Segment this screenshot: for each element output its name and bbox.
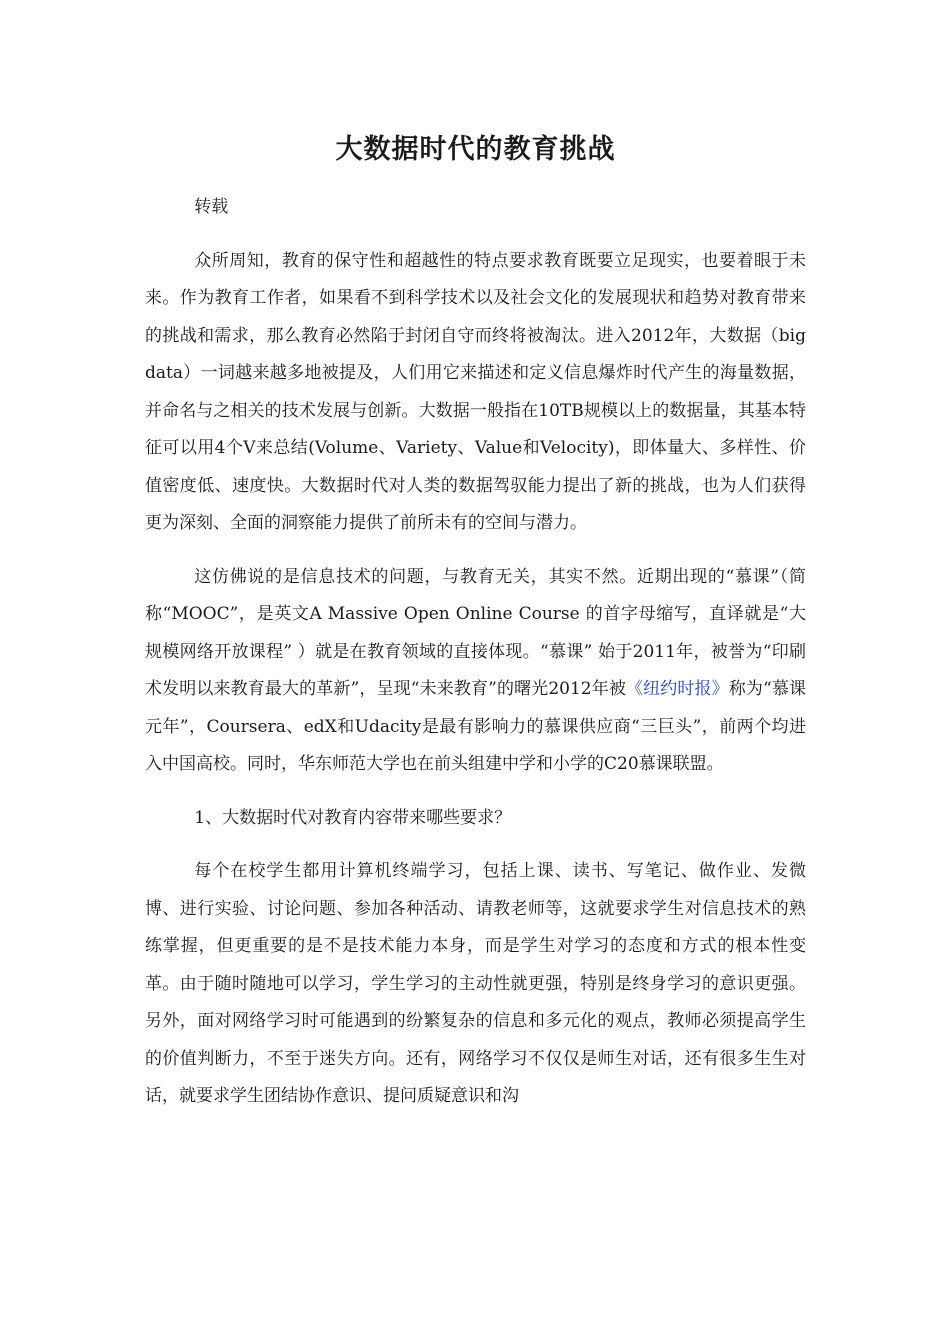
paragraph-intro: 众所周知，教育的保守性和超越性的特点要求教育既要立足现实，也要着眼于未来。作为教育工作者，如果看不到科学技术以及社会文化的发展现状和趋势对教育带来的挑战和需求，那么教育必然陷于封闭自守而终将被淘汰。进入2012年，大数据（big data）一词越来越多地被提及，人们用它来描述和定义信息爆炸时代产生的海量数据，并命名与之相关的技术发展与创新。大数据一般指在10TB规模以上的数据量，其基本特征可以用4个V来总结(Volume、Variety、Value和Velocity)，即体量大、多样性、价值密度低、速度快。大数据时代对人类的数据驾驭能力提出了新的挑战，也为人们获得更为深刻、全面的洞察能力提供了前所未有的空间与潜力。 [145,250,806,533]
nytimes-link[interactable]: 《纽约时报》 [626,679,729,699]
section-heading-1: 1、大数据时代对教育内容带来哪些要求？ [194,807,512,828]
paragraph-mooc-text-1: 这仿佛说的是信息技术的问题，与教育无关，其实不然。近期出现的“慕课”（简称“MOOC”，是英文A Massive Open Online Course 的首字母缩写，直译就是“大规模网络开放课程” ）就是在教育领域的直接体现。“慕课” 始于2011年，被誉为“印刷术发明以来教育最大的革新”，呈现“未来教育”的曙光2012年被 [145,566,806,699]
document-title: 大数据时代的教育挑战 [335,134,616,165]
source-note: 转载 [194,197,229,217]
paragraph-mooc-text-2: 称为“慕课元年”，Coursera、edX和Udacity是最有影响力的慕课供应商“三巨头”，前两个均进入中国高校。同时，华东师范大学也在前头组建中学和小学的C20慕课联盟。 [145,679,807,774]
paragraph-mooc [145,559,806,784]
paragraph-requirements: 每个在校学生都用计算机终端学习，包括上课、读书、写笔记、做作业、发微博、进行实验、讨论问题、参加各种活动、请教老师等，这就要求学生对信息技术的熟练掌握，但更重要的是不是技术能力本身，而是学生对学习的态度和方式的根本性变革。由于随时随地可以学习，学生学习的主动性就更强，特别是终身学习的意识更强。另外，面对网络学习时可能遇到的纷繁复杂的信息和多元化的观点，教师必须提高学生的价值判断力，不至于迷失方向。还有，网络学习不仅仅是师生对话，还有很多生生对话，就要求学生团结协作意识、提问质疑意识和沟 [145,861,806,1106]
